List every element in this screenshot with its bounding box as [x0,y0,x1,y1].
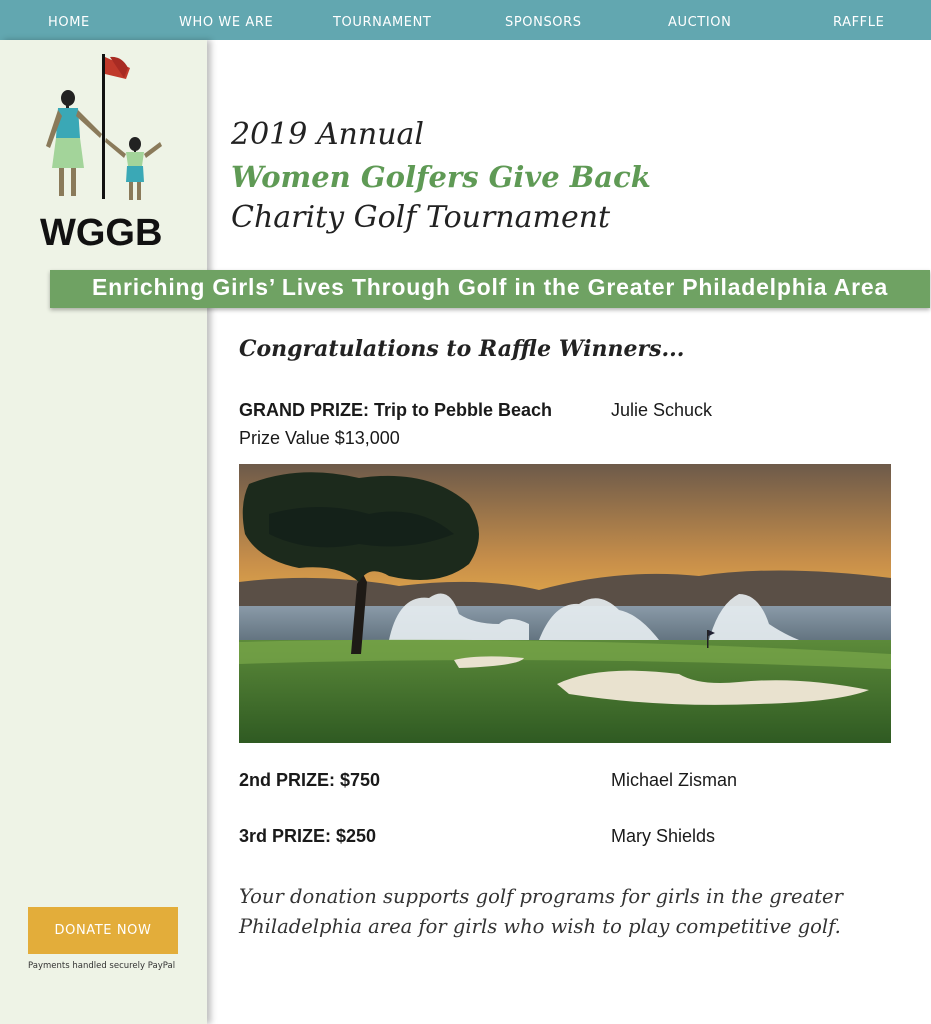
grand-prize-label: GRAND PRIZE: Trip to Pebble Beach [239,400,553,420]
third-prize-winner: Mary Shields [611,826,716,846]
second-prize-winner: Michael Zisman [611,770,738,790]
tagline-banner [50,270,930,308]
paypal-note: Payments handled securely PayPal [28,961,176,971]
nav-tournament[interactable]: TOURNAMENT [333,15,432,30]
nav-home[interactable]: HOME [48,15,90,30]
nav-auction[interactable]: AUCTION [668,15,732,30]
tagline-text: Enriching Girls’ Lives Through Golf in the Greater Philadelphia Area [91,274,889,300]
title-year: 2019 Annual [231,117,424,152]
wggb-logo-icon[interactable] [38,54,168,204]
sidebar [0,40,207,1024]
nav-sponsors[interactable]: SPONSORS [505,15,582,30]
title-event: Charity Golf Tournament [231,200,611,235]
nav-who-we-are[interactable]: WHO WE ARE [179,15,274,30]
title-org-name: Women Golfers Give Back [231,160,651,194]
grand-prize-value: Prize Value $13,000 [239,428,400,448]
third-prize-label: 3rd PRIZE: $250 [239,826,377,846]
raffle-heading: Congratulations to Raffle Winners... [239,336,685,362]
pebble-beach-photo [239,464,891,743]
closing-message: Your donation supports golf programs for girls in the greater Philadelphia area for girls who wish to play competitive golf. [239,885,843,938]
top-nav [0,0,931,40]
donate-now-button[interactable]: DONATE NOW [28,907,178,954]
grand-prize-winner: Julie Schuck [611,400,713,420]
logo-wordmark: WGGB [40,212,163,254]
second-prize-label: 2nd PRIZE: $750 [239,770,381,790]
nav-raffle[interactable]: RAFFLE [833,15,885,30]
